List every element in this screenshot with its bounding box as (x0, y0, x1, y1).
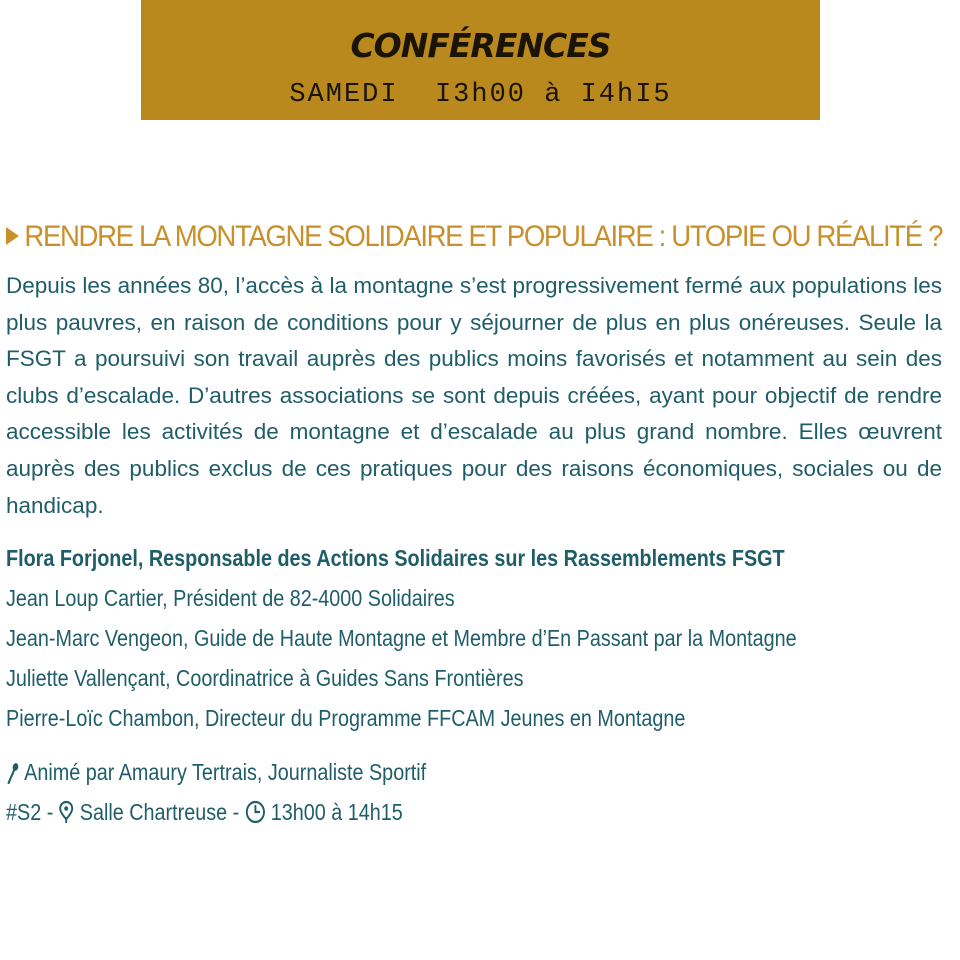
speaker-item: Juliette Vallençant, Coordinatrice à Guides Sans Frontières (6, 665, 524, 691)
room-name: Salle Chartreuse - (79, 799, 240, 825)
session-heading (6, 220, 943, 254)
moderator-text: Animé par Amaury Tertrais, Journaliste Sportif (24, 759, 427, 785)
session-meta (6, 752, 946, 832)
play-arrow-icon (6, 227, 19, 245)
speaker-list (6, 538, 946, 738)
speaker-item: Jean Loup Cartier, Président de 82-4000 Solidaires (6, 585, 455, 611)
session-time: 13h00 à 14h15 (270, 799, 403, 825)
session-heading-text: RENDRE LA MONTAGNE SOLIDAIRE ET POPULAIRE : UTOPIE OU RÉALITÉ ? (24, 220, 943, 253)
moderator-row (6, 752, 814, 792)
microphone-icon (6, 762, 20, 784)
banner-schedule: SAMEDI I3h00 à I4hI5 (289, 80, 672, 110)
speaker-item: Flora Forjonel, Responsable des Actions Solidaires sur les Rassemblements FSGT (6, 545, 785, 571)
banner-title: CONFÉRENCES (350, 26, 611, 65)
session-description: Depuis les années 80, l’accès à la montagne s’est progressivement fermé aux populations les plus pauvres, en raison de conditions pour y séjourner de plus en plus onéreuses. Seule la FSGT a poursuivi son travail auprès des publics moins favorisés et notamment au sein des clubs d’escalade. D’autres associations se sont depuis créées, ayant pour objectif de rendre accessible les activités de montagne et d’escalade au plus grand nombre. Elles œuvrent auprès des publics exclus de ces pratiques pour des raisons économiques, sociales ou de handicap. (6, 273, 942, 518)
speaker-item: Jean-Marc Vengeon, Guide de Haute Montagne et Membre d’En Passant par la Montagne (6, 625, 797, 651)
location-row (6, 792, 814, 832)
location-pin-icon (59, 800, 74, 824)
header-banner (141, 0, 820, 120)
speaker-item: Pierre-Loïc Chambon, Directeur du Programme FFCAM Jeunes en Montagne (6, 705, 686, 731)
room-code: #S2 - (6, 799, 54, 825)
clock-icon (245, 800, 266, 824)
